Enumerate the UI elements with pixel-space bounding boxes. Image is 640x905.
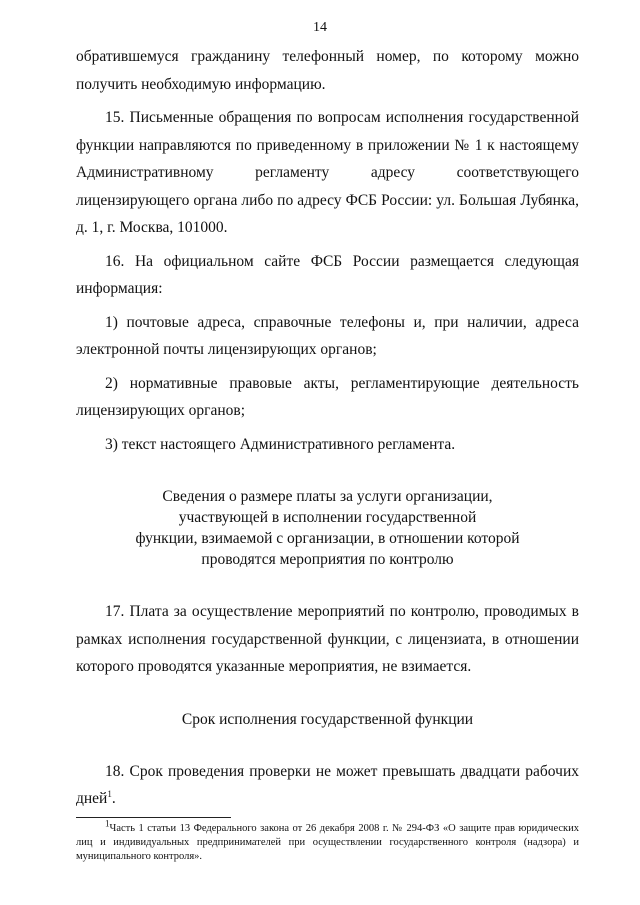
- section-heading-fees: [76, 486, 579, 570]
- footnote: [76, 818, 579, 864]
- heading-line: функции, взимаемой с организации, в отношении которой: [135, 530, 520, 547]
- paragraph-17: 17. Плата за осуществление мероприятий по контролю, проводимых в рамках исполнения государственной функции, с лицензиата, в отношении которого проводятся указанные мероприятия, не взимается.: [76, 603, 579, 675]
- page-number: 14: [313, 20, 327, 35]
- footnote-divider: [76, 817, 231, 818]
- paragraph-16: 16. На официальном сайте ФСБ России размещается следующая информация:: [76, 252, 579, 297]
- paragraph-15: 15. Письменные обращения по вопросам исполнения государственной функции направляются по приведенному в приложении № 1 к настоящему Административному регламенту адресу соответствующего лицензирующего органа либо по адресу ФСБ России: ул. Большая Лубянка, д. 1, г. Москва, 101000.: [76, 109, 579, 236]
- footnote-marker: 1: [105, 818, 110, 829]
- paragraph-16-item-3: 3) текст настоящего Административного регламента.: [105, 435, 456, 453]
- paragraph-18-text: 18. Срок проведения проверки не может превышать двадцати рабочих дней: [76, 762, 579, 807]
- paragraph-16-item-2: 2) нормативные правовые акты, регламентирующие деятельность лицензирующих органов;: [76, 374, 579, 419]
- heading-line: Сведения о размере платы за услуги организации,: [162, 488, 493, 505]
- heading-line: проводятся мероприятия по контролю: [201, 551, 454, 568]
- heading-line: участвующей в исполнении государственной: [178, 509, 477, 526]
- footnote-text: Часть 1 статьи 13 Федерального закона от 26 декабря 2008 г. № 294-ФЗ «О защите прав юридических лиц и индивидуальных предпринимателей при осуществлении государственного контроля (надзора) и муниципального контроля».: [76, 823, 579, 862]
- paragraph-16-item-1: 1) почтовые адреса, справочные телефоны и, при наличии, адреса электронной почты лицензирующих органов;: [76, 313, 579, 358]
- paragraph-18: [76, 758, 579, 813]
- paragraph-18-period: .: [111, 790, 116, 807]
- footnote-reference[interactable]: 1: [107, 788, 112, 799]
- section-heading-term: Срок исполнения государственной функции: [181, 710, 474, 728]
- paragraph-continuation: обратившемуся гражданину телефонный номер, по которому можно получить необходимую информацию.: [76, 48, 579, 93]
- document-body: [76, 43, 579, 813]
